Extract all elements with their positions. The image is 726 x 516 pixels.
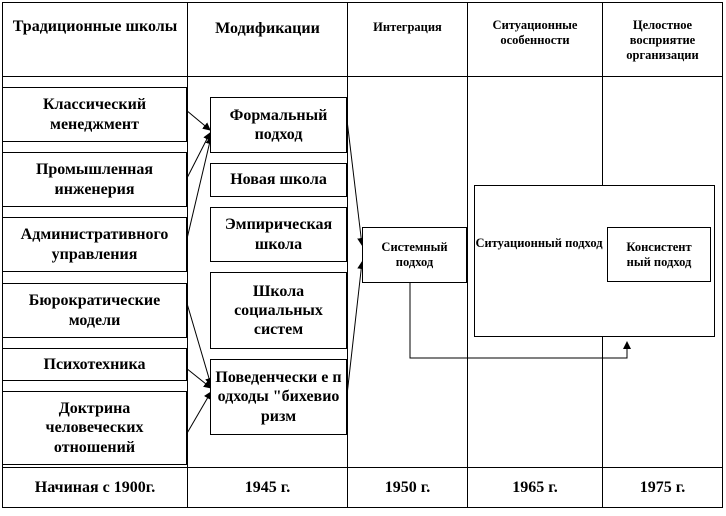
mod-behavioral: Поведенчески е подходы "бихевиоризм <box>210 359 347 435</box>
year-integration: 1950 г. <box>384 478 431 496</box>
school-classic-management: Классический менеджмент <box>2 87 187 142</box>
arrow-formal-to-systems <box>347 120 362 245</box>
arrow-classic-to-formal <box>186 110 210 130</box>
mod-new-school: Новая школа <box>210 163 347 197</box>
mod-formal-approach: Формальный подход <box>210 97 347 153</box>
situational-box-inner: Ситуационный подход <box>475 236 603 250</box>
school-human-relations: Доктрина человеческих отношений <box>2 391 187 465</box>
year-traditional: Начиная с 1900г. <box>34 478 156 496</box>
school-psychotechnics: Психотехника <box>2 348 187 381</box>
header-integration: Интеграция <box>373 20 442 34</box>
year-modifications: 1945 г. <box>244 478 291 496</box>
mod-social-systems: Школа социальных систем <box>210 272 347 349</box>
consistent-approach-box: Консистент ный подход <box>607 227 711 282</box>
header-situational: Ситуационные особенности <box>492 18 578 47</box>
header-traditional: Традиционные школы <box>12 18 178 35</box>
arrow-human-relations-to-behavioral <box>186 392 211 435</box>
arrow-bureaucratic-to-behavioral <box>186 300 211 385</box>
arrow-admin-to-formal <box>186 137 211 243</box>
mod-empirical-school: Эмпирическая школа <box>210 207 347 262</box>
year-holistic: 1975 г. <box>639 478 686 496</box>
school-industrial-engineering: Промышленная инженерия <box>2 152 187 207</box>
systems-approach-box: Системный подход <box>362 227 467 283</box>
year-situational: 1965 г. <box>512 478 558 496</box>
school-administrative: Административного управления <box>2 217 187 272</box>
school-bureaucratic: Бюрократические модели <box>2 283 187 338</box>
arrow-behavioral-to-systems <box>347 262 362 395</box>
header-modifications: Модификации <box>215 20 320 37</box>
header-holistic: Целостное восприятие организации <box>626 18 699 62</box>
